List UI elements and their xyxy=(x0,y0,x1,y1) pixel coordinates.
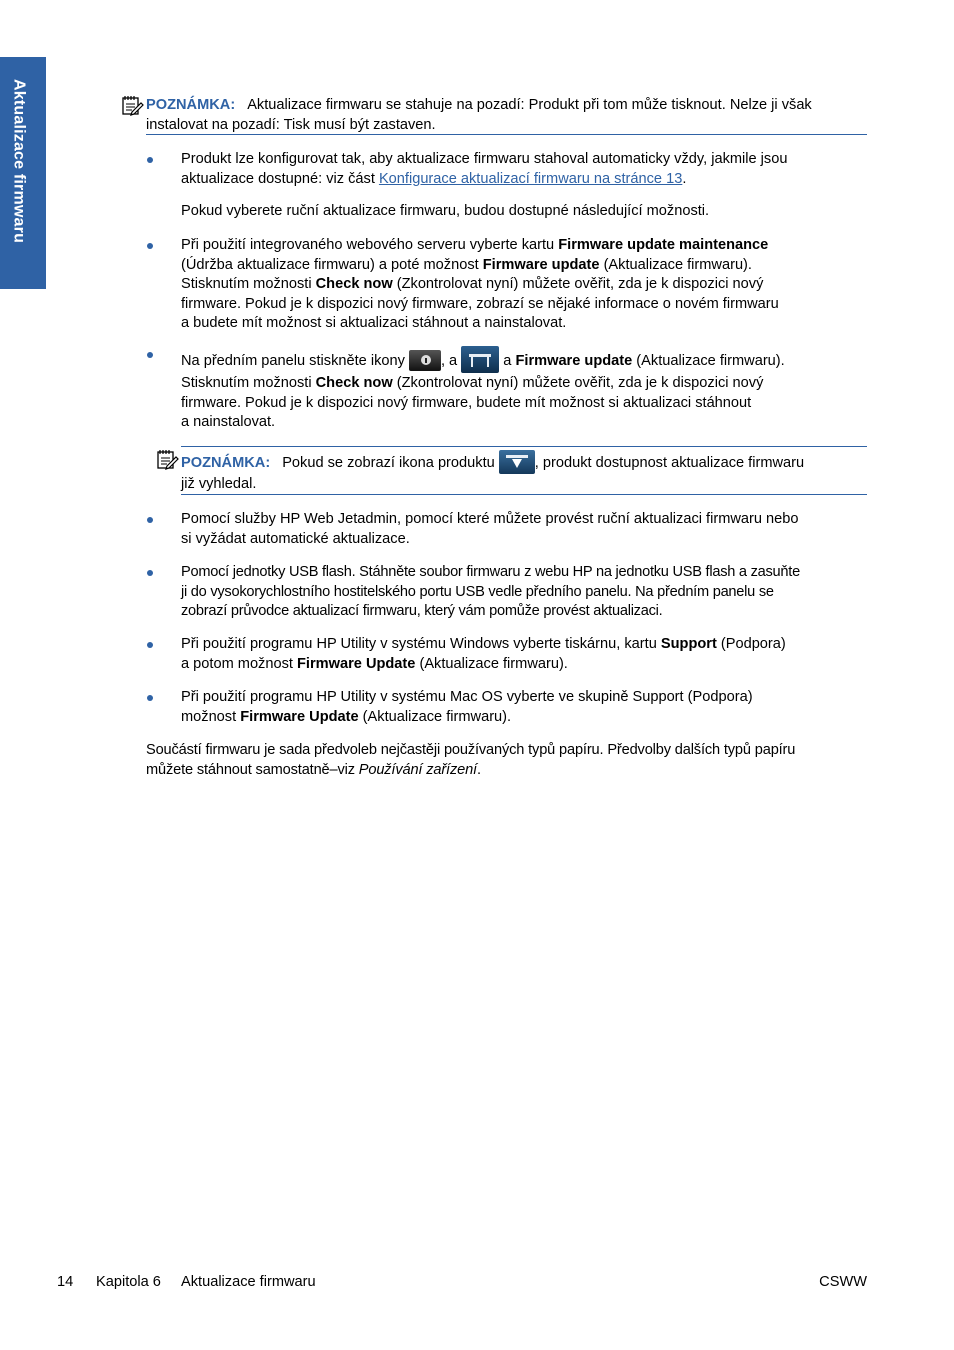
note-product-icon: POZNÁMKA: Pokud se zobrazí ikona produktu , produkt dostupnost aktualizace firmwaru již vyhledal. xyxy=(181,450,871,495)
bullet-icon xyxy=(147,570,153,576)
note-divider xyxy=(146,134,867,135)
info-icon[interactable] xyxy=(409,350,441,371)
footer-section: Aktualizace firmwaru xyxy=(181,1274,316,1290)
bullet-embedded-web-server: Při použití integrovaného webového serveru vyberte kartu Firmware update maintenance (Údržba aktualizace firmwaru) a poté možnost Firmware update (Aktualizace firmwaru). Stisknutím možnosti Check now (Zkontrolovat nyní) můžete ověřit, zda je k dispozici nový firmware. Pokud je k dispozici nový firmware, zobrazí se nějaké informace o novém firmwaru a budete mít možnost si aktualizaci stáhnout a nainstalovat. xyxy=(181,237,779,331)
bullet-auto-update: Produkt lze konfigurovat tak, aby aktualizace firmwaru stahoval automaticky vždy, jakmile jsou aktualizace dostupné: viz část Konfigurace aktualizací firmwaru na stránce 13. xyxy=(181,151,788,187)
note-label: POZNÁMKA: xyxy=(181,455,271,471)
note1-line2: instalovat na pozadí: Tisk musí být zastaven. xyxy=(146,116,436,133)
footer-chapter: Kapitola 6 xyxy=(96,1274,161,1290)
note1-line1: POZNÁMKA: Aktualizace firmwaru se stahuje na pozadí: Produkt při tom může tisknout. Nelze ji však xyxy=(146,97,812,113)
bullet-icon xyxy=(147,352,153,358)
note-divider xyxy=(181,446,867,447)
bullet-icon xyxy=(147,517,153,523)
note-divider xyxy=(181,494,867,495)
footer-code: CSWW xyxy=(819,1274,867,1290)
footer-page-number: 14 xyxy=(57,1274,74,1290)
note-label: POZNÁMKA: xyxy=(146,97,236,113)
product-update-icon xyxy=(499,450,535,474)
bullet-usb-flash: Pomocí jednotky USB flash. Stáhněte soubor firmwaru z webu HP na jednotku USB flash a zasuňte ji do vysokorychlostního hostitelského portu USB vedle předního panelu. Na předním panelu se zobrazí průvodce aktualizací firmwaru, který vám pomůže provést aktualizaci. xyxy=(181,564,800,619)
bullet-hp-utility-windows: Při použití programu HP Utility v systému Windows vyberte tiskárnu, kartu Support (Podpora) a potom možnost Firmware Update (Aktualizace firmwaru). xyxy=(181,636,786,672)
bullet-icon xyxy=(147,243,153,249)
bullet-hp-utility-mac: Při použití programu HP Utility v systému Mac OS vyberte ve skupině Support (Podpora) možnost Firmware Update (Aktualizace firmwaru). xyxy=(181,689,753,725)
bullet-web-jetadmin: Pomocí služby HP Web Jetadmin, pomocí které můžete provést ruční aktualizaci firmwaru nebo si vyžádat automatické aktualizace. xyxy=(181,511,799,547)
side-chapter-tab xyxy=(0,57,46,289)
config-link[interactable]: Konfigurace aktualizací firmwaru na stránce 13 xyxy=(378,170,683,187)
printer-setup-icon[interactable] xyxy=(461,346,499,373)
bullet-icon xyxy=(147,642,153,648)
manual-intro: Pokud vyberete ruční aktualizace firmwaru, budou dostupné následující možnosti. xyxy=(181,203,710,219)
note-background-update xyxy=(146,96,868,135)
bullet-front-panel: Na předním panelu stiskněte ikony , a a Firmware update (Aktualizace firmwaru). Stisknutím možnosti Check now (Zkontrolovat nyní) můžete ověřit, zda je k dispozici nový firmware. Pokud je k dispozici nový firmware, budete mít možnost si aktualizaci stáhnout a nainstalovat. xyxy=(181,346,871,433)
usage-reference: Používání zařízení xyxy=(358,761,477,778)
note-icon xyxy=(155,447,179,471)
bullet-icon xyxy=(147,695,153,701)
note-icon xyxy=(120,93,144,117)
bullet-icon xyxy=(147,157,153,163)
closing-paragraph: Součástí firmwaru je sada předvoleb nejčastěji používaných typů papíru. Předvolby dalších typů papíru můžete stáhnout samostatně–viz Používání zařízení. xyxy=(146,742,796,778)
side-tab-label: Aktualizace firmwaru xyxy=(10,79,28,244)
